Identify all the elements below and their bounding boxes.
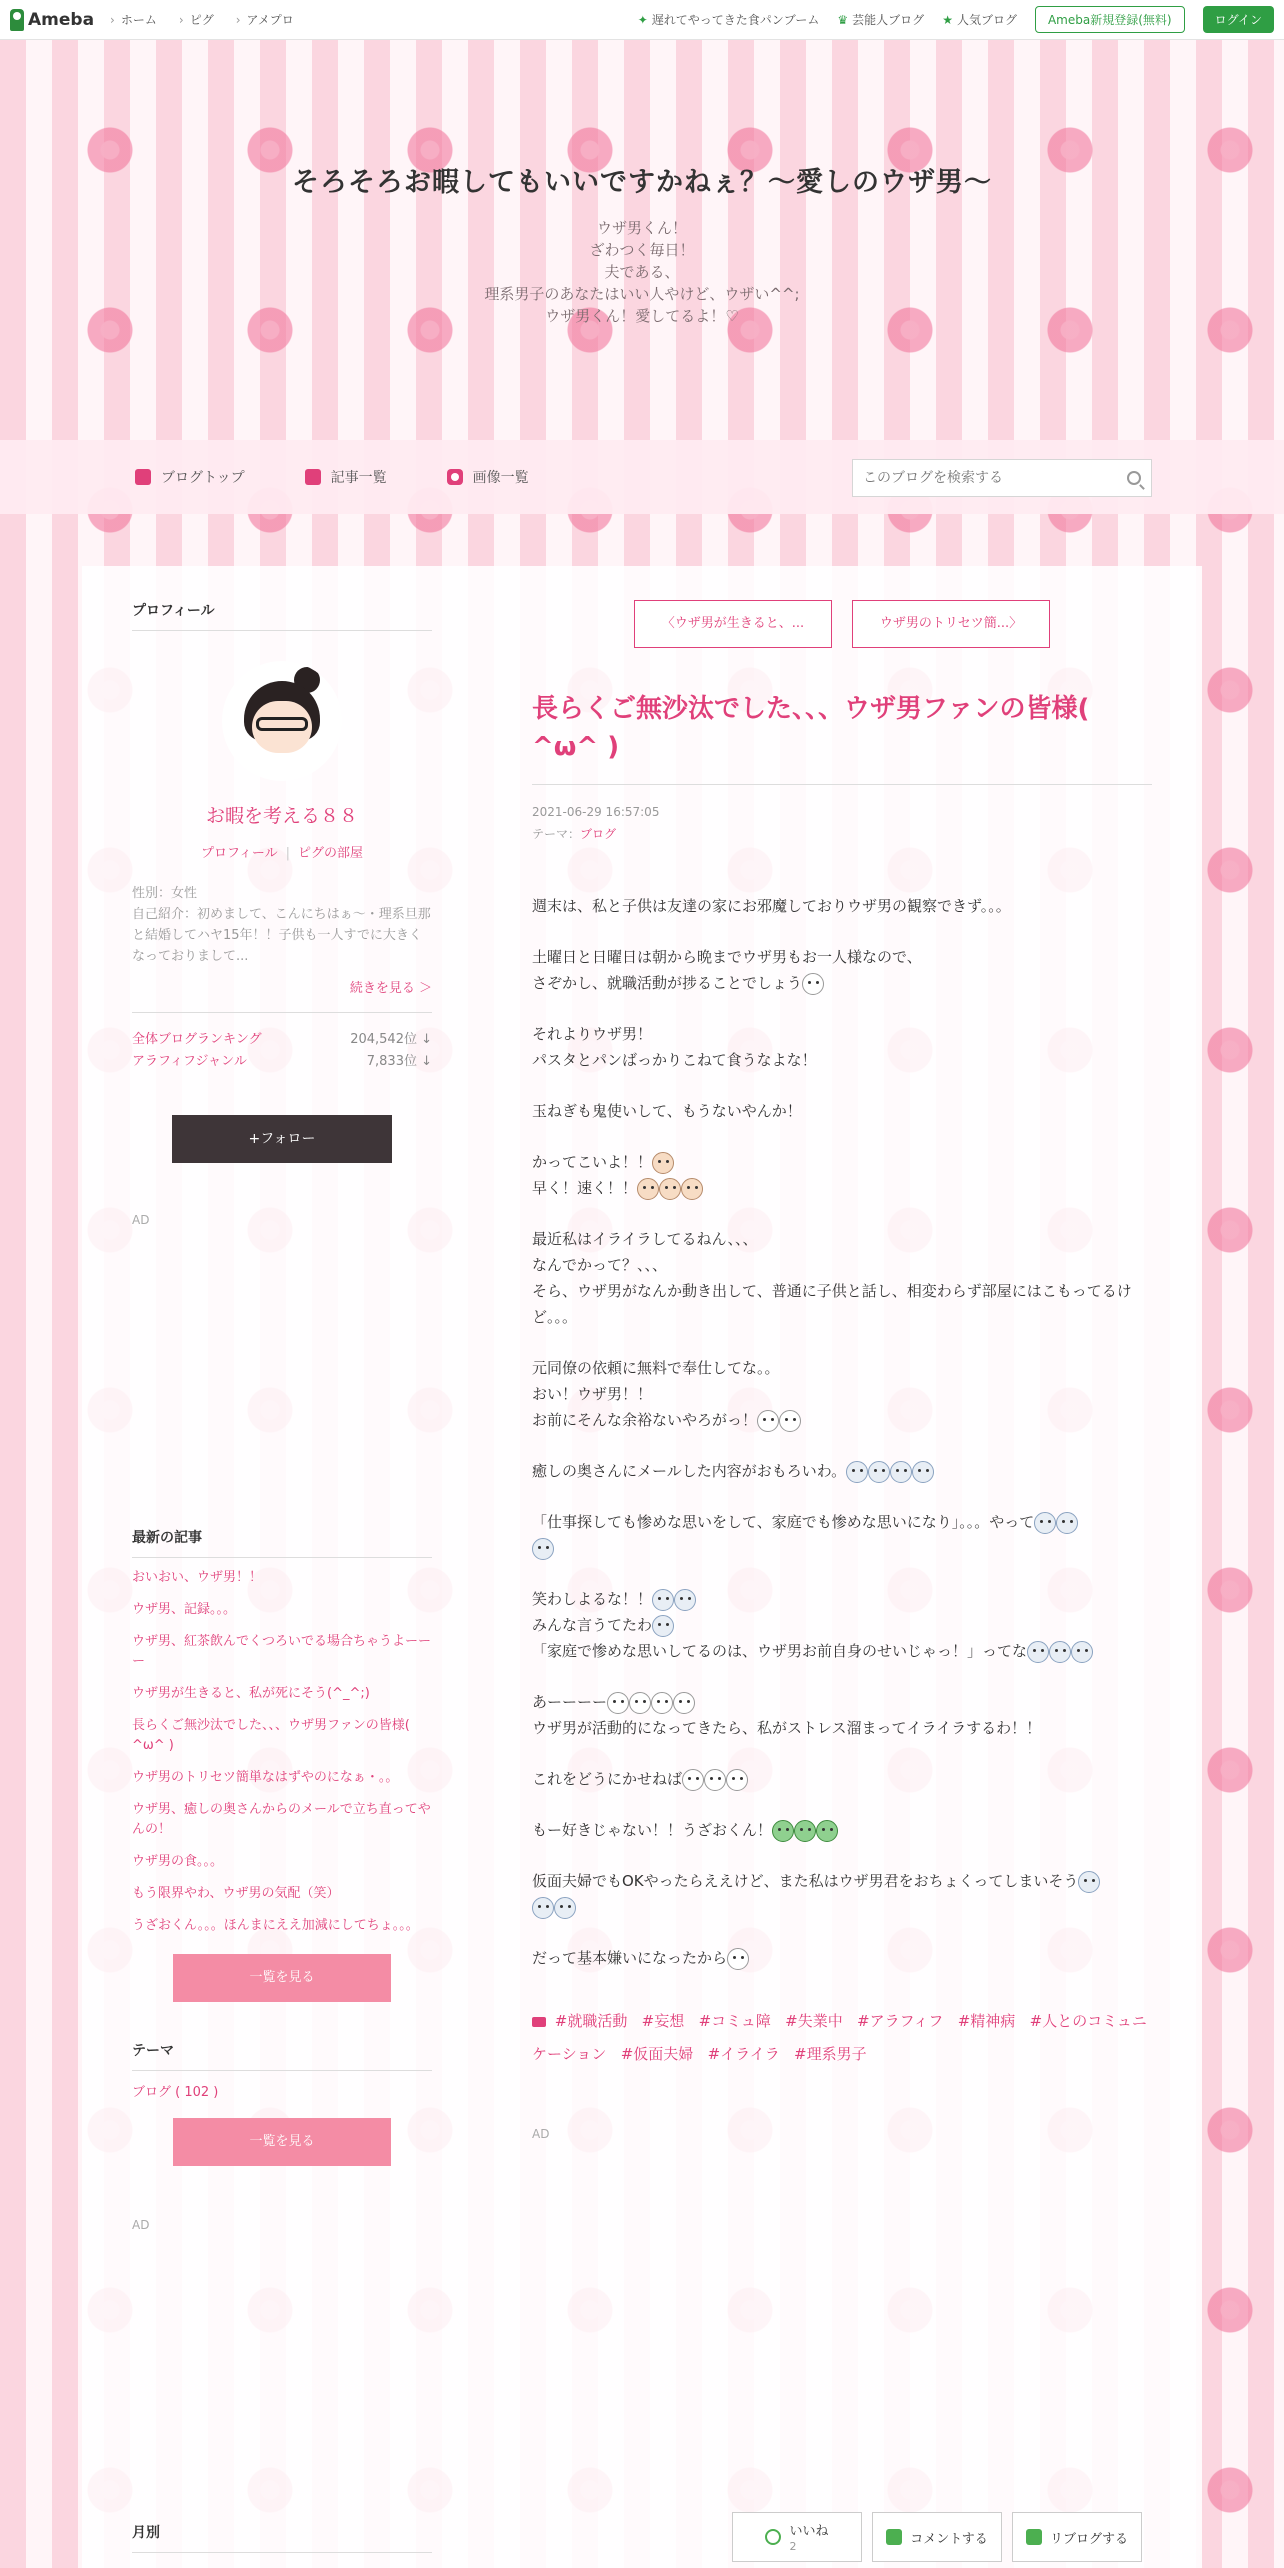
emoji-icon bbox=[652, 1589, 674, 1611]
profile-heading: プロフィール bbox=[132, 600, 432, 631]
smile-icon bbox=[765, 2529, 781, 2545]
reblog-icon bbox=[1026, 2529, 1042, 2545]
ad-label: AD bbox=[132, 2218, 150, 2232]
ad-label: AD bbox=[532, 2127, 550, 2141]
emoji-icon bbox=[1027, 1641, 1049, 1663]
profile-gender: 性別：女性 bbox=[132, 886, 198, 901]
profile-intro: 自己紹介：初めまして、こんにちはぁ〜・理系旦那と結婚してハヤ15年！！子供も一人すでに大きくなっておりまして... bbox=[132, 907, 431, 964]
hashtag[interactable]: #仮面夫婦 bbox=[620, 2045, 694, 2063]
body-line: 「仕事探しても惨めな思いをして、家庭でも惨めな思いになり」。。。やって bbox=[532, 1513, 1035, 1531]
emoji-icon bbox=[912, 1461, 934, 1483]
global-nav-pigg[interactable]: › ピグ bbox=[179, 11, 214, 28]
body-line: 玉ねぎも鬼使いして、もうないやんか！ bbox=[532, 1102, 802, 1120]
article-pager bbox=[532, 600, 1152, 648]
emoji-icon bbox=[779, 1410, 801, 1432]
recent-list-button[interactable]: 一覧を見る bbox=[173, 1954, 391, 2002]
body-line: もー好きじゃない！！うざおくん！ bbox=[532, 1821, 773, 1839]
comment-label: コメントする bbox=[910, 2531, 988, 2547]
emoji-icon bbox=[726, 1769, 748, 1791]
body-line: 癒しの奥さんにメールした内容がおもろいわ。 bbox=[532, 1462, 847, 1480]
emoji-icon bbox=[682, 1769, 704, 1791]
emoji-icon bbox=[532, 1538, 554, 1560]
body-paragraph bbox=[532, 1021, 1152, 1073]
article-actions bbox=[732, 2512, 1142, 2562]
recent-item[interactable]: 長らくご無沙汰でした、、、ウザ男ファンの皆様( ^ω^ ) bbox=[132, 1718, 410, 1753]
blog-search-input[interactable] bbox=[863, 470, 1127, 486]
body-line: かってこいよ！！ bbox=[532, 1153, 653, 1171]
ranking-row bbox=[132, 1029, 432, 1051]
body-paragraph bbox=[532, 1868, 1152, 1920]
sidebar bbox=[132, 600, 432, 2563]
emoji-icon bbox=[1034, 1512, 1056, 1534]
blog-search bbox=[852, 459, 1152, 497]
article-body bbox=[532, 893, 1152, 1971]
pr-link-celebrity[interactable] bbox=[837, 11, 924, 28]
ranking-value: 204,542位 ↓ bbox=[350, 1032, 432, 1047]
nav-label: ブログトップ bbox=[161, 470, 245, 486]
body-line: これをどうにかせねば bbox=[532, 1770, 683, 1788]
body-paragraph bbox=[532, 1458, 1152, 1484]
body-paragraph bbox=[532, 1226, 1152, 1330]
body-paragraph bbox=[532, 1509, 1152, 1561]
emoji-icon bbox=[772, 1820, 794, 1842]
emoji-icon bbox=[532, 1897, 554, 1919]
body-paragraph bbox=[532, 893, 1152, 919]
pr-link-label: 人気ブログ bbox=[956, 13, 1017, 27]
body-line: 仮面夫婦でもOKやったらええけど、また私はウザ男君をおちょくってしまいそう bbox=[532, 1872, 1079, 1890]
body-paragraph bbox=[532, 1817, 1152, 1843]
hashtag[interactable]: #アラフィフ bbox=[857, 2012, 944, 2030]
hashtag[interactable]: #イライラ bbox=[707, 2045, 780, 2063]
prev-article-link[interactable] bbox=[634, 600, 832, 648]
body-line: パスタとパンばっかりこねて食うなよな！ bbox=[532, 1051, 817, 1069]
follow-button[interactable]: +フォロー bbox=[172, 1115, 392, 1163]
monthly-heading: 月別 bbox=[132, 2522, 432, 2553]
recent-item[interactable]: うざおくん。。。ほんまにええ加減にしてちょ。。。 bbox=[132, 1918, 419, 1933]
ranking-row bbox=[132, 1051, 432, 1073]
camera-icon bbox=[447, 469, 463, 485]
body-line: なんでかって？、、、 bbox=[532, 1256, 668, 1274]
comment-icon bbox=[886, 2529, 902, 2545]
recent-item[interactable]: ウザ男、紅茶飲んでくつろいでる場合ちゃうよーーー bbox=[132, 1634, 432, 1669]
ranking-label[interactable]: 全体ブログランキング bbox=[132, 1032, 262, 1047]
hashtag[interactable]: #コミュ障 bbox=[698, 2012, 771, 2030]
body-paragraph bbox=[532, 1149, 1152, 1201]
pigg-room-link[interactable]: ピグの部屋 bbox=[298, 846, 364, 861]
body-line: お前にそんな余裕ないやろがっ！ bbox=[532, 1411, 758, 1429]
recent-item[interactable]: ウザ男のトリセツ簡単なはずやのになぁ・。。 bbox=[132, 1770, 399, 1785]
body-line: 元同僚の依頼に無料で奉仕してな。。 bbox=[532, 1359, 780, 1377]
emoji-icon bbox=[652, 1152, 674, 1174]
header-right bbox=[638, 6, 1274, 33]
next-article-label: ウザ男のトリセツ簡... bbox=[879, 616, 1010, 631]
like-label: いいね bbox=[789, 2524, 829, 2539]
recent-item[interactable]: もう限界やわ、ウザ男の気配（笑） bbox=[132, 1886, 340, 1901]
crown-icon: ♛ bbox=[837, 12, 849, 27]
chevron-left-icon: 〈 bbox=[661, 616, 675, 631]
login-button[interactable]: ログイン bbox=[1203, 6, 1274, 33]
emoji-icon bbox=[1071, 1641, 1093, 1663]
reblog-label: リブログする bbox=[1049, 2531, 1128, 2547]
blog-description-line: 夫である、 bbox=[604, 263, 680, 281]
recent-heading: 最新の記事 bbox=[132, 1527, 432, 1558]
emoji-icon bbox=[794, 1820, 816, 1842]
body-paragraph bbox=[532, 944, 1152, 996]
article bbox=[532, 600, 1152, 2141]
global-nav bbox=[110, 11, 294, 28]
register-button[interactable]: Ameba新規登録(無料) bbox=[1035, 6, 1185, 33]
ranking-box bbox=[132, 1012, 432, 1073]
article-date: 2021-06-29 16:57:05 bbox=[532, 805, 660, 819]
star-icon: ★ bbox=[942, 12, 953, 27]
recent-list bbox=[132, 1568, 432, 1936]
avatar-glasses bbox=[256, 717, 308, 731]
emoji-icon bbox=[681, 1178, 703, 1200]
recent-item[interactable]: ウザ男の食。。。 bbox=[132, 1854, 224, 1869]
hashtag[interactable]: #就職活動 bbox=[554, 2012, 628, 2030]
body-line: 早く！速く！！ bbox=[532, 1179, 638, 1197]
emoji-icon bbox=[659, 1178, 681, 1200]
emoji-icon bbox=[757, 1410, 779, 1432]
document-icon bbox=[135, 469, 151, 485]
body-line: 「家庭で惨めな思いしてるのは、ウザ男お前自身のせいじゃっ！」ってな bbox=[532, 1642, 1028, 1660]
next-article-link[interactable] bbox=[852, 600, 1050, 648]
article-theme-row bbox=[532, 823, 1152, 845]
chevron-right-icon: 〉 bbox=[1009, 616, 1023, 631]
pages-icon bbox=[305, 469, 321, 485]
body-line: だって基本嫌いになったから bbox=[532, 1949, 728, 1967]
emoji-icon bbox=[651, 1692, 673, 1714]
ameba-logo-icon bbox=[10, 9, 24, 31]
hashtag[interactable]: #精神病 bbox=[957, 2012, 1016, 2030]
ameba-header-bar bbox=[0, 0, 1284, 40]
theme-heading: テーマ bbox=[132, 2040, 432, 2071]
ad-slot bbox=[132, 2232, 432, 2522]
read-more-link[interactable]: 続きを見る ＞ bbox=[349, 981, 432, 996]
sparkle-icon: ✦ bbox=[637, 12, 648, 27]
body-paragraph bbox=[532, 1586, 1152, 1664]
blog-header bbox=[0, 40, 1284, 440]
pr-link-label: 芸能人ブログ bbox=[852, 13, 925, 27]
prev-article-label: ウザ男が生きると、... bbox=[674, 616, 805, 631]
blog-description-line: ざわつく毎日！ bbox=[589, 241, 695, 259]
body-line: さぞかし、就職活動が捗ることでしょう bbox=[532, 974, 803, 992]
body-paragraph bbox=[532, 1766, 1152, 1792]
hashtag[interactable]: #妄想 bbox=[641, 2012, 685, 2030]
hashtag[interactable]: #失業中 bbox=[785, 2012, 843, 2030]
nav-article-list[interactable] bbox=[305, 467, 387, 487]
emoji-icon bbox=[868, 1461, 890, 1483]
blog-description-line: 理系男子のあなたはいい人やけど、ウザい^^; bbox=[484, 285, 800, 303]
recent-item[interactable]: ウザ男、記録。。。 bbox=[132, 1602, 237, 1617]
global-nav-home[interactable]: › ホーム bbox=[110, 11, 157, 28]
ameba-logo-text: Ameba bbox=[28, 9, 95, 30]
recent-item[interactable]: おいおい、ウザ男！！ bbox=[132, 1570, 263, 1585]
blog-description-line: ウザ男くん！愛してるよ！♡ bbox=[545, 307, 739, 325]
emoji-icon bbox=[1078, 1871, 1100, 1893]
recent-item[interactable]: ウザ男が生きると、私が死にそう(^_^;) bbox=[132, 1686, 370, 1701]
hashtag[interactable]: #理系男子 bbox=[794, 2045, 867, 2063]
nav-label: 記事一覧 bbox=[330, 470, 387, 486]
ad-label: AD bbox=[132, 1213, 150, 1227]
hashtag[interactable]: #人とのコミュニケーション bbox=[532, 2012, 1147, 2063]
body-paragraph bbox=[532, 1945, 1152, 1971]
pr-link-label: 遅れてやってきた食パンブーム bbox=[651, 13, 820, 27]
ranking-label[interactable]: アラフィフジャンル bbox=[132, 1054, 247, 1069]
body-line: 土曜日と日曜日は朝から晩までウザ男もお一人様なので、 bbox=[532, 948, 922, 966]
ranking-value: 7,833位 ↓ bbox=[366, 1054, 432, 1069]
theme-item[interactable]: ブログ ( 102 ) bbox=[132, 2085, 219, 2100]
theme-label: テーマ： bbox=[532, 827, 581, 841]
emoji-icon bbox=[890, 1461, 912, 1483]
recent-item[interactable]: ウザ男、癒しの奥さんからのメールで立ち直ってやんの！ bbox=[132, 1802, 431, 1837]
blog-title[interactable]: そろそろお暇してもいいですかねぇ？〜愛しのウザ男〜 bbox=[292, 167, 992, 198]
body-line: あーーーー bbox=[532, 1693, 608, 1711]
pr-link-popular[interactable] bbox=[942, 11, 1017, 28]
emoji-icon bbox=[554, 1897, 576, 1919]
blog-nav bbox=[0, 440, 1284, 514]
blog-description-line: ウザ男くん！ bbox=[596, 219, 687, 237]
article-theme-link[interactable]: ブログ bbox=[580, 827, 617, 841]
pr-link-trending[interactable] bbox=[638, 11, 820, 28]
body-line: 週末は、私と子供は友達の家にお邪魔しておりウザ男の観察できず。。。 bbox=[532, 897, 1011, 915]
nav-image-list[interactable] bbox=[447, 467, 529, 487]
body-line: ウザ男が活動的になってきたら、私がストレス溜まってイライラするわ！！ bbox=[532, 1719, 1042, 1737]
emoji-icon bbox=[727, 1948, 749, 1970]
global-nav-ameblo[interactable]: › アメプロ bbox=[236, 11, 294, 28]
like-count: 2 bbox=[789, 2540, 797, 2553]
body-line: 笑わしよるな！！ bbox=[532, 1590, 653, 1608]
article-title[interactable]: 長らくご無沙汰でした、、、ウザ男ファンの皆様( ^ω^ ) bbox=[532, 690, 1152, 785]
emoji-icon bbox=[673, 1692, 695, 1714]
body-paragraph bbox=[532, 1689, 1152, 1741]
emoji-icon bbox=[1049, 1641, 1071, 1663]
body-line: それよりウザ男！ bbox=[532, 1025, 653, 1043]
body-paragraph bbox=[532, 1355, 1152, 1433]
nav-label: 画像一覧 bbox=[472, 470, 529, 486]
body-line: 最近私はイライラしてるねん、、、 bbox=[532, 1230, 758, 1248]
emoji-icon bbox=[1056, 1512, 1078, 1534]
emoji-icon bbox=[704, 1769, 726, 1791]
emoji-icon bbox=[637, 1178, 659, 1200]
emoji-icon bbox=[652, 1615, 674, 1637]
body-line: みんな言うてたわ bbox=[532, 1616, 653, 1634]
article-meta bbox=[532, 801, 1152, 845]
nav-blog-top[interactable] bbox=[135, 467, 245, 487]
emoji-icon bbox=[846, 1461, 868, 1483]
ad-slot bbox=[132, 1227, 432, 1527]
like-label-group bbox=[789, 2520, 828, 2554]
profile-info bbox=[132, 883, 432, 967]
emoji-icon bbox=[816, 1820, 838, 1842]
comment-button[interactable] bbox=[872, 2512, 1002, 2562]
reblog-button[interactable] bbox=[1012, 2512, 1142, 2562]
profile-links bbox=[132, 842, 432, 861]
emoji-icon bbox=[629, 1692, 651, 1714]
blog-description bbox=[0, 217, 1284, 327]
avatar[interactable] bbox=[222, 661, 342, 781]
like-button[interactable] bbox=[732, 2512, 862, 2562]
emoji-icon bbox=[802, 973, 824, 995]
ameba-logo[interactable] bbox=[10, 9, 94, 31]
search-icon[interactable] bbox=[1127, 471, 1141, 485]
emoji-icon bbox=[674, 1589, 696, 1611]
link-separator: | bbox=[285, 846, 291, 861]
hashtag-list bbox=[532, 2005, 1152, 2071]
emoji-icon bbox=[607, 1692, 629, 1714]
body-line: そら、ウザ男がなんか動き出して、普通に子供と話し、相変わらず部屋にはこもってるけど。。。 bbox=[532, 1282, 1132, 1326]
profile-name[interactable]: お暇を考える８８ bbox=[205, 805, 358, 827]
hashtag-icon bbox=[532, 2017, 546, 2027]
profile-link[interactable]: プロフィール bbox=[200, 846, 278, 861]
theme-list-button[interactable]: 一覧を見る bbox=[173, 2118, 391, 2166]
body-line: おい！ウザ男！！ bbox=[532, 1385, 653, 1403]
body-paragraph bbox=[532, 1098, 1152, 1124]
